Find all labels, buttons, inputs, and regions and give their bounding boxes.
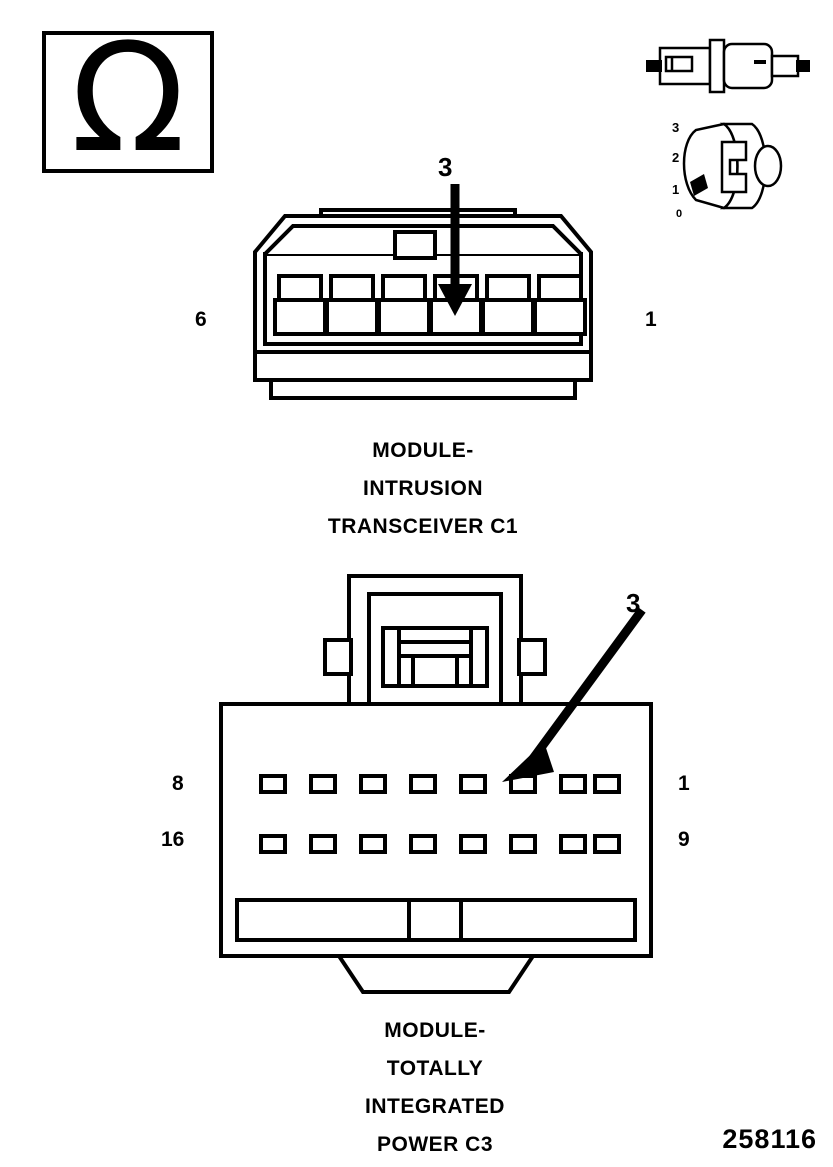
connector-1-caption-line-3: TRANSCEIVER C1 [327,515,519,538]
connector-2-caption-line-1: MODULE- [384,1019,486,1042]
connector-2-pin-top-left: 8 [172,772,184,795]
ohm-symbol: Ω [70,12,186,186]
connector-1-caption-line-2: INTRUSION [363,477,483,500]
connector-2-pin-bottom-right: 9 [678,828,690,851]
callout-arrow-connector-2 [490,596,660,786]
dial-label-3: 3 [672,120,680,135]
dial-label-2: 2 [672,150,680,165]
connector-1-pin-right: 1 [645,308,657,331]
connector-2-pin-top-right: 1 [678,772,690,795]
dial-label-0: 0 [676,208,683,220]
callout-number-connector-2: 3 [626,588,641,618]
connector-1-pin-left: 6 [195,308,207,331]
callout-number-connector-1: 3 [438,152,453,182]
part-number: 258116 [722,1124,817,1154]
connector-2-pin-bottom-left: 16 [161,828,185,851]
dial-label-1: 1 [672,182,680,197]
connector-1-caption-line-1: MODULE- [372,439,474,462]
connector-2-caption-line-4: POWER C3 [376,1133,493,1156]
connector-intrusion-transceiver-c1 [243,196,603,412]
selector-dial-illustration [660,112,810,222]
test-probe-illustration [636,26,811,106]
connector-2-caption-line-3: INTEGRATED [365,1095,505,1118]
connector-2-caption-line-2: TOTALLY [386,1057,484,1080]
callout-arrow-connector-1 [428,176,488,326]
